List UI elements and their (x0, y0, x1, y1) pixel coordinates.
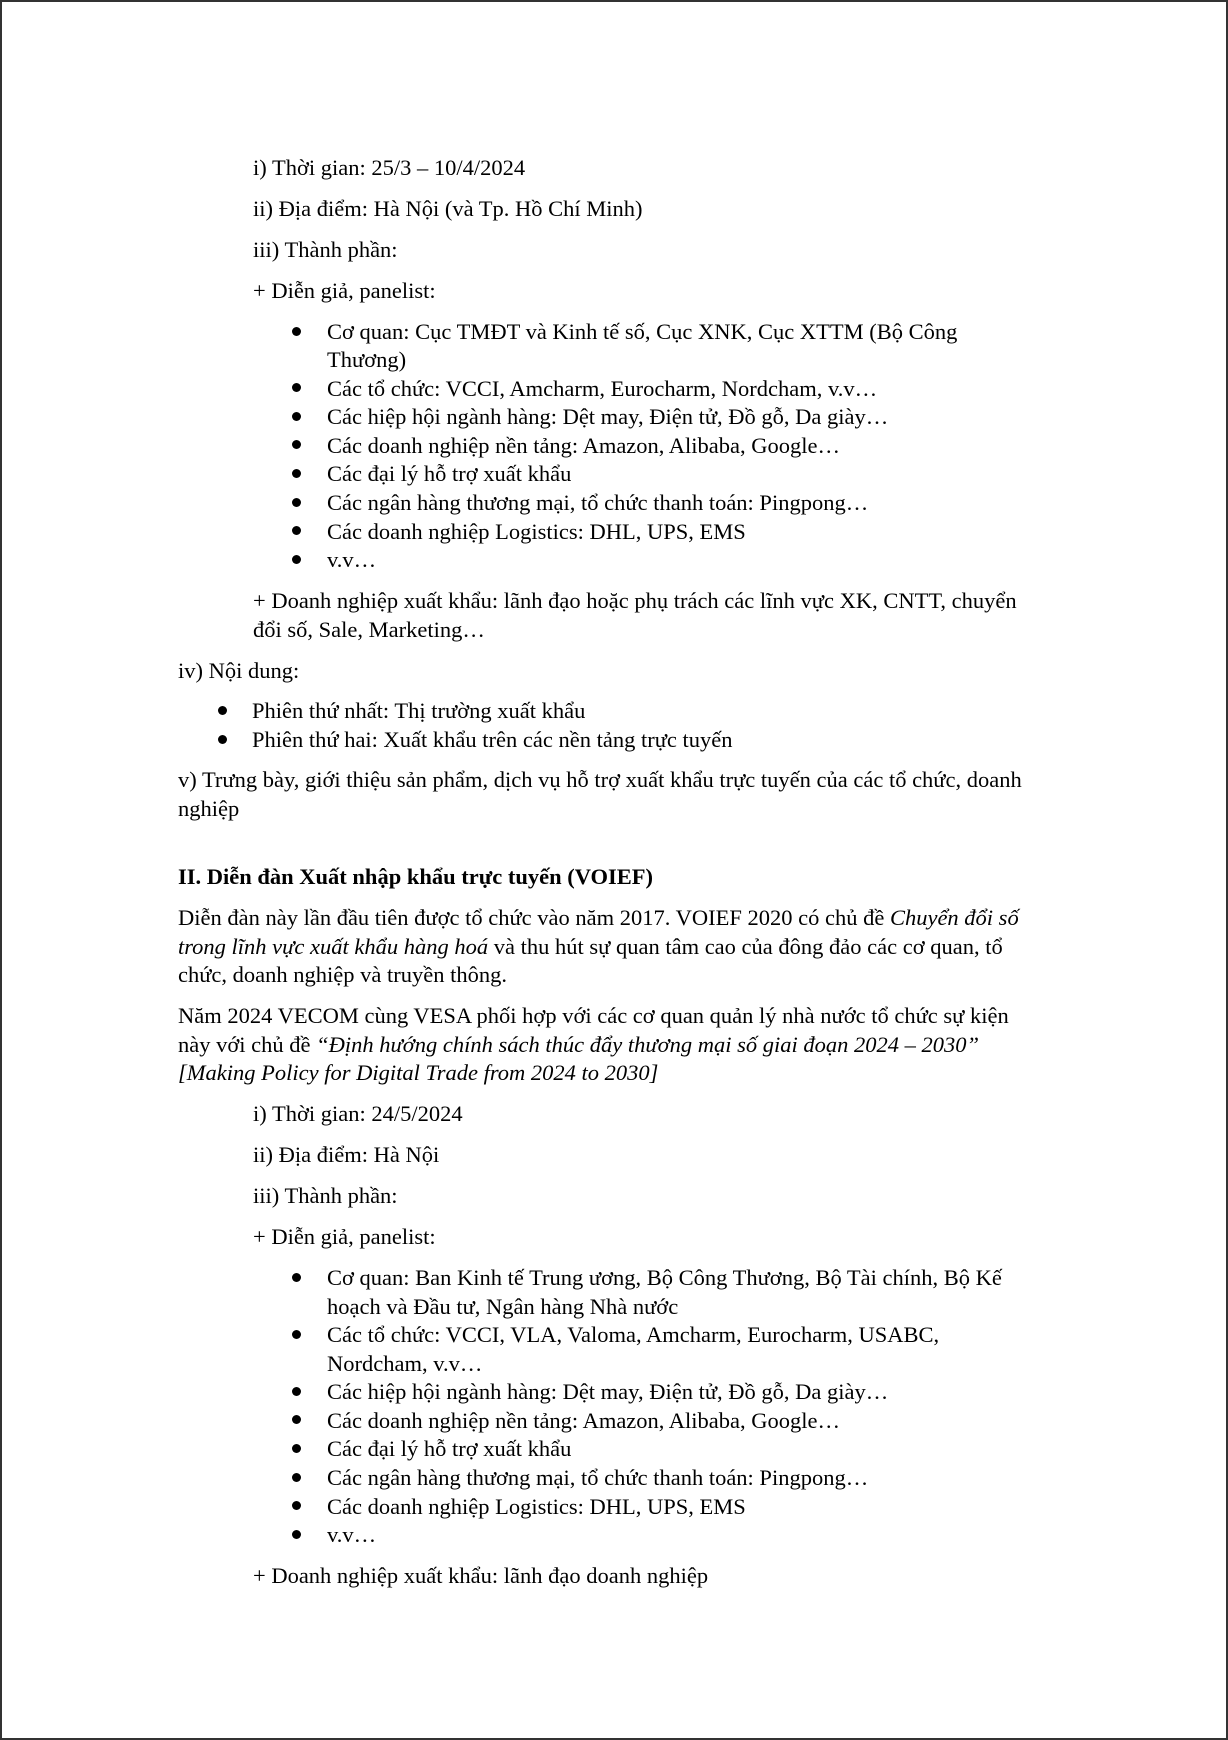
bullet-dot (292, 469, 301, 478)
bullet-dot (292, 327, 301, 336)
event2-bullet-item: Các tổ chức: VCCI, VLA, Valoma, Amcharm, Eurocharm, USABC, (327, 1322, 940, 1347)
bullet-dot (292, 555, 301, 564)
bullet-dot (292, 1330, 301, 1339)
event1-bullet-item: Các đại lý hỗ trợ xuất khẩu (327, 461, 572, 486)
italic-text-run: trong lĩnh vực xuất khẩu hàng hoá (178, 934, 489, 959)
event1-bullet-continuation: Thương) (327, 347, 407, 372)
event2-exporters: + Doanh nghiệp xuất khẩu: lãnh đạo doanh nghiệp (253, 1563, 709, 1588)
event1-speakers: + Diễn giả, panelist: (253, 278, 436, 303)
event2-bullet-item: Các hiệp hội ngành hàng: Dệt may, Điện tử, Đồ gỗ, Da giày… (327, 1379, 889, 1404)
theme-paragraph-line: Năm 2024 VECOM cùng VESA phối hợp với các cơ quan quản lý nhà nước tổ chức sự kiện (178, 1003, 1009, 1028)
event1-exporters: + Doanh nghiệp xuất khẩu: lãnh đạo hoặc phụ trách các lĩnh vực XK, CNTT, chuyển (253, 588, 1017, 613)
bullet-dot (292, 498, 301, 507)
italic-text-run: Chuyển đổi số (889, 905, 1019, 930)
bullet-dot (292, 1501, 301, 1510)
event1-bullet-item: Các doanh nghiệp Logistics: DHL, UPS, EMS (327, 519, 746, 544)
event1-bullet-item: Các ngân hàng thương mại, tổ chức thanh toán: Pingpong… (327, 490, 869, 515)
event1-exhibit: v) Trưng bày, giới thiệu sản phẩm, dịch vụ hỗ trợ xuất khẩu trực tuyến của các tổ chức, doanh (178, 767, 1022, 792)
event2-participants: iii) Thành phần: (253, 1183, 398, 1208)
text-run: Diễn đàn này lần đầu tiên được tổ chức vào năm 2017. VOIEF 2020 có chủ đề (178, 905, 890, 930)
bullet-dot (292, 1444, 301, 1453)
event2-bullet-item: Các đại lý hỗ trợ xuất khẩu (327, 1436, 572, 1461)
bullet-dot (292, 1530, 301, 1539)
intro-paragraph-line (178, 903, 1019, 932)
event1-bullet-item: Các hiệp hội ngành hàng: Dệt may, Điện tử, Đồ gỗ, Da giày… (327, 404, 889, 429)
bullet-dot (292, 383, 301, 392)
event1-place: ii) Địa điểm: Hà Nội (và Tp. Hồ Chí Minh) (253, 196, 643, 221)
italic-text-run: “Định hướng chính sách thúc đẩy thương mại số giai đoạn 2024 – 2030” (316, 1032, 980, 1057)
event1-participants: iii) Thành phần: (253, 237, 398, 262)
event1-session-item: Phiên thứ hai: Xuất khẩu trên các nền tảng trực tuyến (252, 727, 733, 752)
event1-time: i) Thời gian: 25/3 – 10/4/2024 (253, 155, 526, 180)
intro-paragraph-line (178, 932, 1003, 961)
event2-bullet-continuation: hoạch và Đầu tư, Ngân hàng Nhà nước (327, 1294, 679, 1319)
event1-bullet-item: Cơ quan: Cục TMĐT và Kinh tế số, Cục XNK, Cục XTTM (Bộ Công (327, 319, 958, 344)
section-heading: II. Diễn đàn Xuất nhập khẩu trực tuyến (VOIEF) (178, 864, 654, 889)
event2-place: ii) Địa điểm: Hà Nội (253, 1142, 440, 1167)
event1-bullet-item: v.v… (327, 547, 377, 572)
bullet-dot (292, 1387, 301, 1396)
event2-bullet-item: Các doanh nghiệp Logistics: DHL, UPS, EMS (327, 1494, 746, 1519)
intro-paragraph-line: chức, doanh nghiệp và truyền thông. (178, 962, 507, 987)
bullet-dot (218, 706, 227, 715)
event1-bullet-item: Các tổ chức: VCCI, Amcharm, Eurocharm, Nordcham, v.v… (327, 376, 878, 401)
event1-session-item: Phiên thứ nhất: Thị trường xuất khẩu (252, 698, 586, 723)
event1-bullet-item: Các doanh nghiệp nền tảng: Amazon, Alibaba, Google… (327, 433, 841, 458)
event2-bullet-item: Các doanh nghiệp nền tảng: Amazon, Alibaba, Google… (327, 1408, 841, 1433)
event2-time: i) Thời gian: 24/5/2024 (253, 1101, 463, 1126)
event2-bullet-item: Cơ quan: Ban Kinh tế Trung ương, Bộ Công Thương, Bộ Tài chính, Bộ Kế (327, 1265, 1002, 1290)
event2-bullet-item: v.v… (327, 1522, 377, 1547)
event1-content-label: iv) Nội dung: (178, 658, 300, 683)
bullet-dot (292, 440, 301, 449)
event2-bullet-item: Các ngân hàng thương mại, tổ chức thanh toán: Pingpong… (327, 1465, 869, 1490)
theme-paragraph-line: [Making Policy for Digital Trade from 2024 to 2030] (178, 1060, 659, 1085)
text-run: và thu hút sự quan tâm cao của đông đảo các cơ quan, tổ (488, 934, 1003, 959)
theme-paragraph-line (178, 1030, 979, 1059)
event2-speakers: + Diễn giả, panelist: (253, 1224, 436, 1249)
text-run: này với chủ đề (178, 1032, 317, 1057)
bullet-dot (292, 1415, 301, 1424)
bullet-dot (292, 526, 301, 535)
bullet-dot (292, 1473, 301, 1482)
event2-bullet-continuation: Nordcham, v.v… (327, 1351, 483, 1376)
event1-exhibit-continuation: nghiệp (178, 796, 240, 821)
bullet-dot (218, 735, 227, 744)
bullet-dot (292, 412, 301, 421)
event1-exporters-continuation: đổi số, Sale, Marketing… (253, 617, 485, 642)
bullet-dot (292, 1273, 301, 1282)
